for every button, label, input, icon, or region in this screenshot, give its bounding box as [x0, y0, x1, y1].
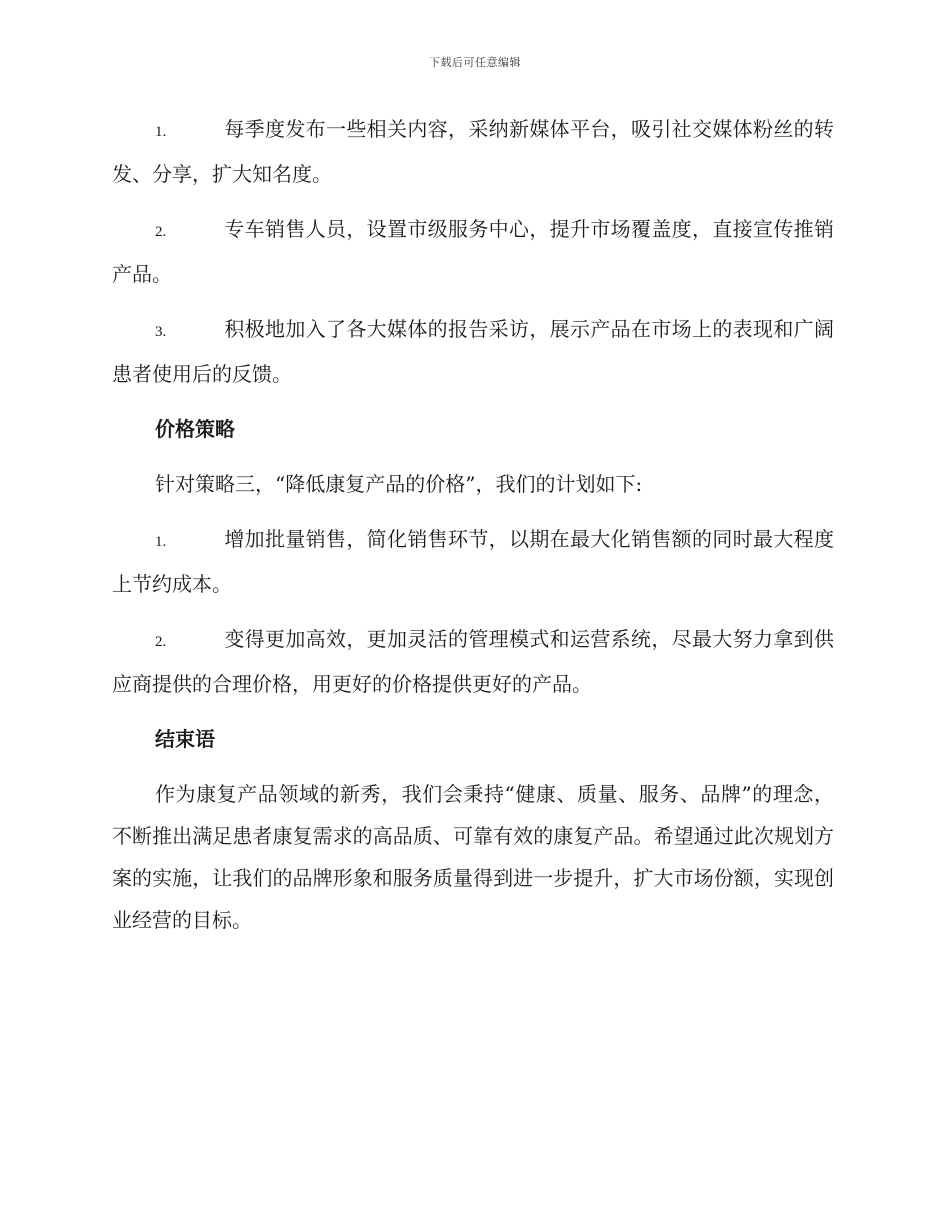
section-heading-price: 价格策略 — [155, 417, 235, 441]
list-item-number: 2. — [155, 224, 167, 240]
list-item-number: 1. — [155, 534, 167, 550]
list-item-text: 变得更加高效，更加灵活的管理模式和运营系统，尽最大努力拿到供应商提供的合理价格，用更好的价格提供更好的产品。 — [112, 627, 834, 696]
list-item-text: 专车销售人员，设置市级服务中心，提升市场覆盖度，直接宣传推销产品。 — [112, 217, 834, 286]
list-item — [112, 308, 834, 395]
list-item — [112, 518, 834, 605]
list-item-text: 增加批量销售，简化销售环节，以期在最大化销售额的同时最大程度上节约成本。 — [112, 527, 834, 596]
section-heading-conclusion: 结束语 — [155, 727, 215, 751]
list-item — [112, 618, 834, 705]
list-item — [112, 208, 834, 295]
list-item-number: 3. — [155, 324, 167, 340]
list-item-text: 每季度发布一些相关内容，采纳新媒体平台，吸引社交媒体粉丝的转发、分享，扩大知名度。 — [112, 117, 834, 186]
document-body — [112, 108, 834, 954]
list-item-number: 1. — [155, 124, 167, 140]
price-intro-paragraph: 针对策略三，“降低康复产品的价格”，我们的计划如下: — [155, 472, 643, 496]
conclusion-paragraph: 作为康复产品领域的新秀，我们会秉持“健康、质量、服务、品牌”的理念，不断推出满足患者康复需求的高品质、可靠有效的康复产品。希望通过此次规划方案的实施，让我们的品牌形象和服务质量得到进一步提升，扩大市场份额，实现创业经营的目标。 — [112, 782, 834, 932]
page-header: 下载后可任意编辑 — [429, 56, 521, 69]
list-item-text: 积极地加入了各大媒体的报告采访，展示产品在市场上的表现和广阔患者使用后的反馈。 — [112, 317, 834, 386]
list-item-number: 2. — [155, 634, 167, 650]
list-item — [112, 108, 834, 195]
